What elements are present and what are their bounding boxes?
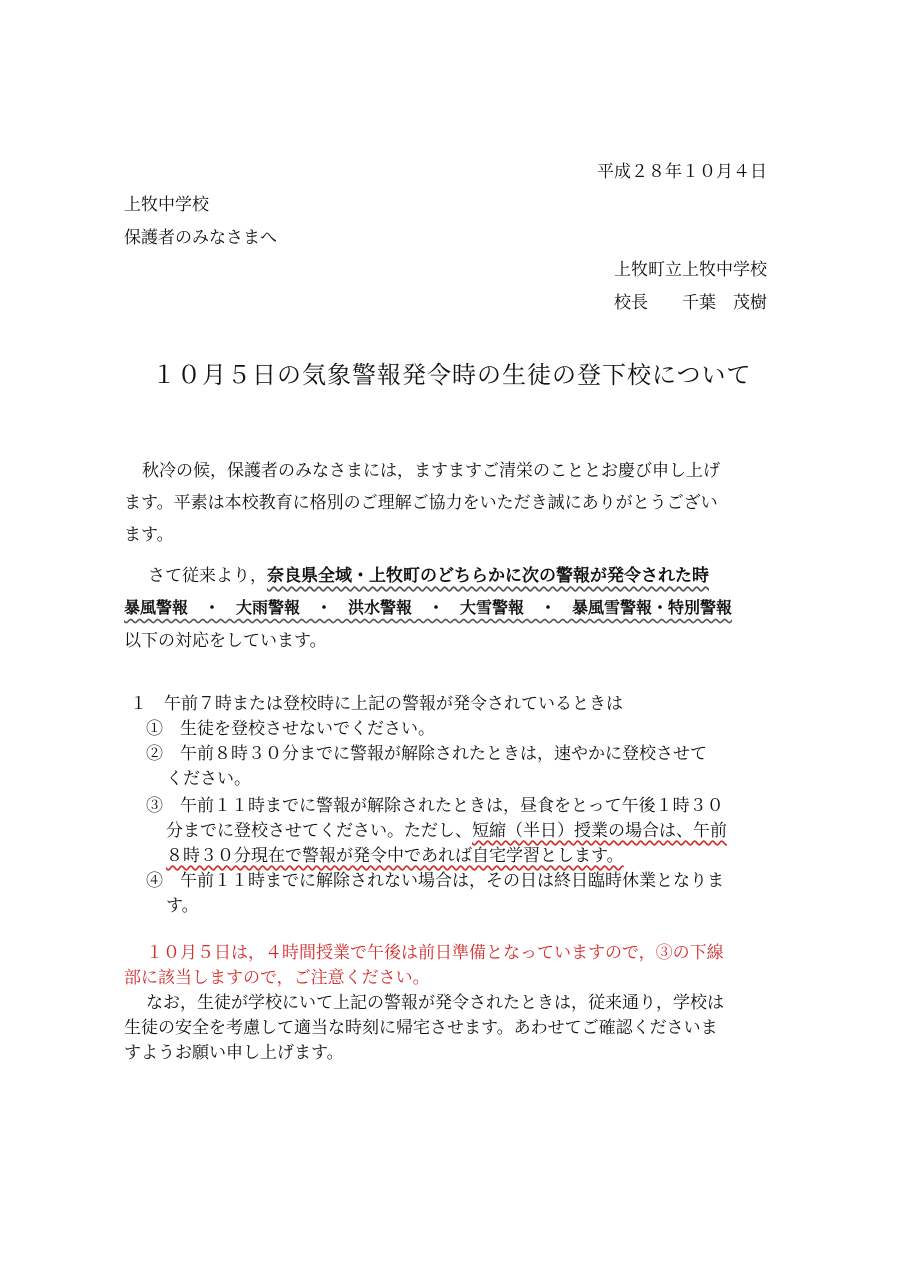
- section1-item-2-line-1: ② 午前８時３０分までに警報が解除されたときは，速やかに登校させて: [146, 744, 707, 764]
- policy-line: [148, 564, 709, 588]
- policy-lead: さて従来より，: [148, 566, 267, 586]
- recipient-parents: 保護者のみなさまへ: [124, 228, 277, 248]
- recipient-school: 上牧中学校: [124, 195, 209, 215]
- section1-item-2-line-2: ください。: [166, 769, 251, 789]
- notice-line-1: なお，生徒が学校にいて上記の警報が発令されたときは，従来通り，学校は: [146, 993, 724, 1013]
- section1-heading: １ 午前７時または登校時に上記の警報が発令されているときは: [130, 694, 623, 714]
- notice-red-line-2: 部に該当しますので，ご注意ください。: [124, 968, 430, 988]
- section1-item-3-line-3: ８時３０分現在で警報が発令中であれば自宅学習とします。: [166, 846, 624, 866]
- intro-line-1: 秋冷の候，保護者のみなさまには，ますますご清栄のこととお慶び申し上げ: [142, 461, 720, 481]
- section1-item-4-line-1: ④ 午前１１時までに解除されない場合は，その日は終日臨時休業となりま: [146, 871, 724, 891]
- sender-principal: 校長 千葉 茂樹: [614, 293, 767, 313]
- notice-line-2: 生徒の安全を考慮して適当な時刻に帰宅させます。あわせてご確認くださいま: [124, 1018, 718, 1038]
- sender-school: 上牧町立上牧中学校: [614, 260, 767, 280]
- intro-line-3: ます。: [124, 525, 174, 545]
- notice-red-line-1: １０月５日は，４時間授業で午後は前日準備となっていますので，③の下線: [146, 943, 724, 963]
- item3-underlined-text: 短縮（半日）授業の場合は、午前: [472, 821, 727, 841]
- item3-plain-text: 分までに登校させてください。ただし、: [166, 821, 472, 841]
- page-title: １０月５日の気象警報発令時の生徒の登下校について: [152, 361, 752, 389]
- warning-types: 暴風警報 ・ 大雨警報 ・ 洪水警報 ・ 大雪警報 ・ 暴風雪警報・特別警報: [124, 598, 733, 617]
- policy-tail: 以下の対応をしています。: [124, 631, 327, 651]
- intro-line-2: ます。平素は本校教育に格別のご理解ご協力をいただき誠にありがとうござい: [124, 493, 718, 513]
- section1-item-1: ① 生徒を登校させないでください。: [146, 719, 435, 739]
- section1-item-3-line-2: [166, 819, 727, 843]
- letter-date: 平成２８年１０月４日: [597, 162, 767, 182]
- section1-item-4-line-2: す。: [166, 896, 199, 916]
- notice-line-3: すようお願い申し上げます。: [124, 1043, 344, 1063]
- section1-item-3-line-1: ③ 午前１１時までに警報が解除されたときは，昼食をとって午後１時３０: [146, 796, 724, 816]
- policy-area: 奈良県全域・上牧町のどちらかに次の警報が発令された時: [267, 566, 709, 586]
